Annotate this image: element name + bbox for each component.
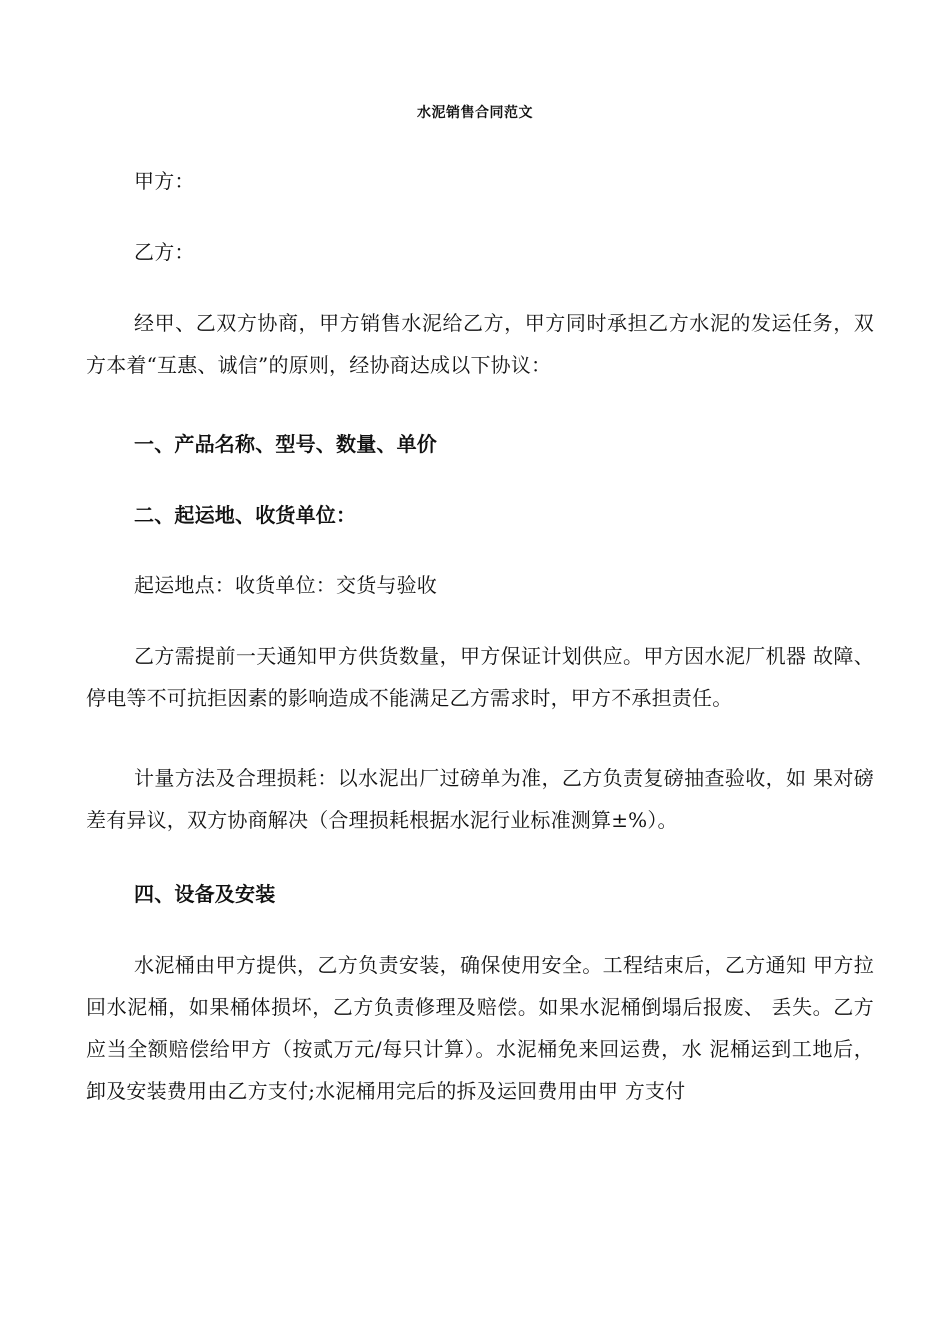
section-4-heading: 四、设备及安装 — [134, 882, 276, 906]
equipment-paragraph: 水泥桶由甲方提供，乙方负责安装，确保使用安全。工程结束后，乙方通知 甲方拉回水泥桶，如果桶体损坏，乙方负责修理及赔偿。如果水泥桶倒塌后报废、 丢失。乙方应当全额赔偿给甲方（按贰万元/每只计算）。水泥桶免来回运费，水 泥桶运到工地后，卸及安装费用由乙方支付;水泥桶用完后的拆及运回费用由甲 方支付 — [86, 953, 874, 1103]
document-title: 水泥销售合同范文 — [417, 105, 533, 121]
party-b-line: 乙方： — [134, 240, 195, 264]
intro-paragraph: 经甲、乙双方协商，甲方销售水泥给乙方，甲方同时承担乙方水泥的发运任务，双方本着“互惠、诚信”的原则，经协商达成以下协议： — [86, 311, 874, 377]
section-1-heading: 一、产品名称、型号、数量、单价 — [134, 432, 437, 456]
party-a-line: 甲方： — [134, 169, 195, 193]
section-2-heading: 二、起运地、收货单位： — [134, 503, 357, 527]
notice-paragraph: 乙方需提前一天通知甲方供货数量，甲方保证计划供应。甲方因水泥厂机器 故障、停电等不可抗拒因素的影响造成不能满足乙方需求时，甲方不承担责任。 — [86, 644, 874, 710]
origin-line: 起运地点：收货单位：交货与验收 — [134, 573, 437, 597]
measure-paragraph: 计量方法及合理损耗：以水泥出厂过磅单为准，乙方负责复磅抽查验收，如 果对磅差有异议，双方协商解决（合理损耗根据水泥行业标准测算±%）。 — [86, 766, 874, 832]
